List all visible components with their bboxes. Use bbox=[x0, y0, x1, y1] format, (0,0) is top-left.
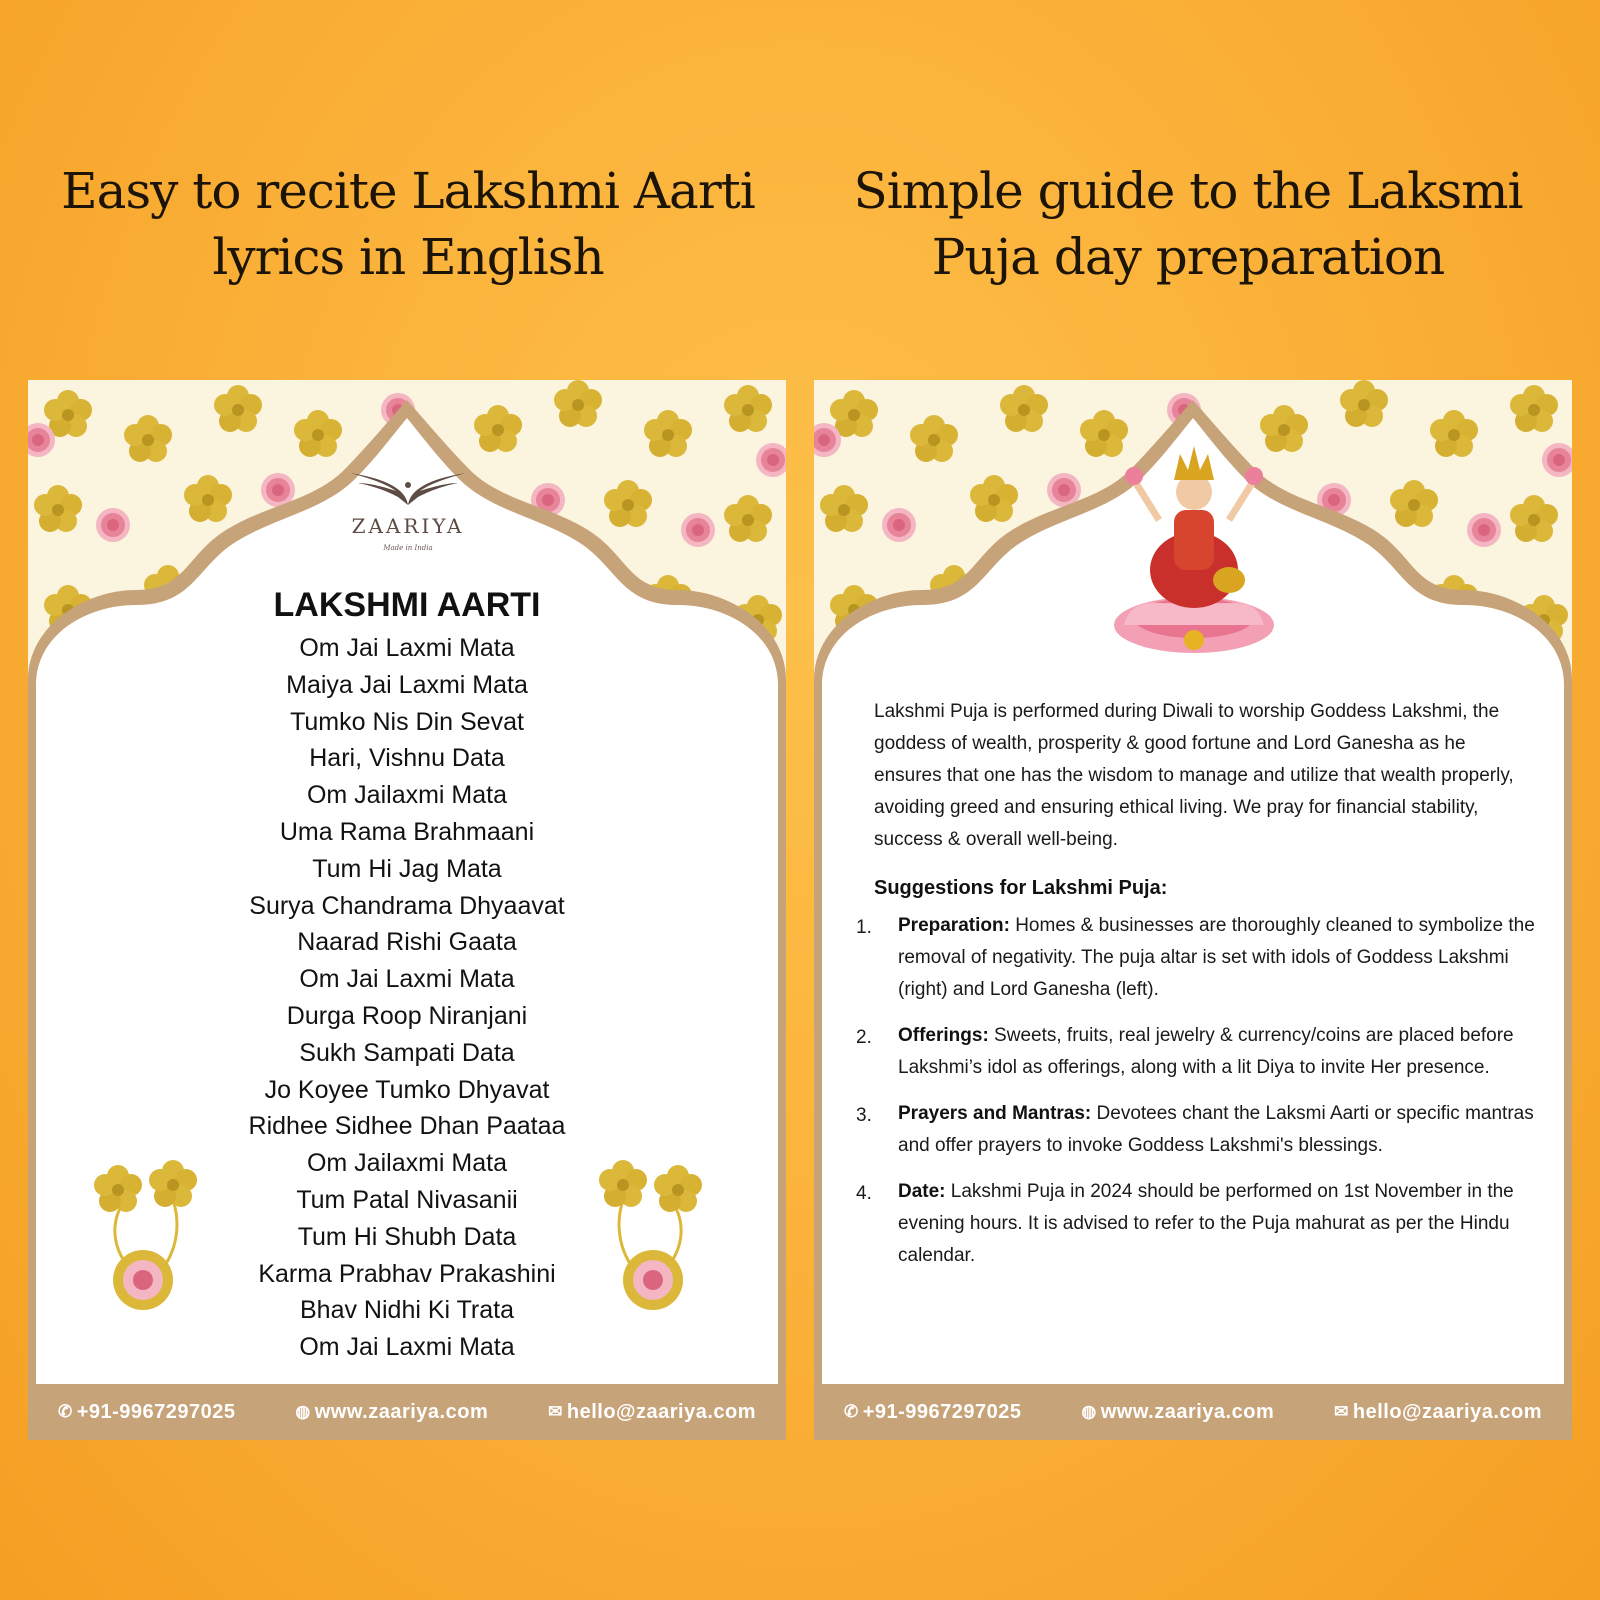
lyric-line: Tumko Nis Din Sevat bbox=[290, 707, 524, 736]
lyric-line: Naarad Rishi Gaata bbox=[297, 928, 517, 957]
email-link[interactable] bbox=[548, 1401, 756, 1424]
suggestions-list bbox=[856, 910, 1538, 1286]
item-text: Sweets, fruits, real jewelry & currency/coins are placed before Lakshmi’s idol as offerings, along with a lit Diya to invite Her presence. bbox=[898, 1025, 1514, 1078]
lyric-line: Durga Roop Niranjani bbox=[286, 1001, 528, 1030]
suggestion-item bbox=[856, 910, 1538, 1006]
puja-guide-card bbox=[814, 380, 1572, 1440]
zaariya-logo bbox=[323, 465, 493, 552]
item-number: 2. bbox=[856, 1027, 872, 1048]
aarti-card bbox=[28, 380, 786, 1440]
heading-left-line-2: lyrics in English bbox=[212, 228, 604, 286]
item-number: 1. bbox=[856, 917, 872, 938]
phone-contact[interactable] bbox=[58, 1401, 236, 1424]
lyric-line: Maiya Jai Laxmi Mata bbox=[286, 670, 528, 699]
brand-tagline: Made in India bbox=[383, 544, 433, 552]
contact-footer bbox=[28, 1384, 786, 1440]
lyric-line: Om Jai Laxmi Mata bbox=[299, 965, 515, 994]
email-link[interactable] bbox=[1334, 1401, 1542, 1424]
whatsapp-icon: ✆ bbox=[57, 1402, 73, 1421]
item-number: 4. bbox=[856, 1183, 872, 1204]
lyric-line: Karma Prabhav Prakashini bbox=[258, 1259, 556, 1288]
lyric-line: Bhav Nidhi Ki Trata bbox=[300, 1296, 514, 1325]
heading-right-line-2: Puja day preparation bbox=[931, 228, 1445, 286]
lyric-line: Jo Koyee Tumko Dhyavat bbox=[264, 1075, 550, 1104]
item-text: Homes & businesses are thoroughly cleaned to symbolize the removal of negativity. The puja altar is set with idols of Goddess Lakshmi (right) and Lord Ganesha (left). bbox=[898, 915, 1535, 1000]
lyric-line: Tum Hi Shubh Data bbox=[297, 1222, 517, 1251]
website-url: www.zaariya.com bbox=[1100, 1400, 1275, 1423]
heading-right bbox=[808, 158, 1568, 290]
globe-icon: ◍ bbox=[1081, 1402, 1097, 1421]
phone-number: +91-9967297025 bbox=[862, 1400, 1022, 1423]
phone-number: +91-9967297025 bbox=[76, 1400, 236, 1423]
item-label: Preparation: bbox=[898, 915, 1010, 936]
lyric-line: Uma Rama Brahmaani bbox=[279, 817, 535, 846]
lyric-line: Sukh Sampati Data bbox=[299, 1038, 515, 1067]
lyric-line: Om Jailaxmi Mata bbox=[306, 1149, 508, 1178]
email-address: hello@zaariya.com bbox=[1352, 1400, 1543, 1423]
phone-contact[interactable] bbox=[844, 1401, 1022, 1424]
heading-right-line-1: Simple guide to the Laksmi bbox=[853, 162, 1523, 220]
heading-left-line-1: Easy to recite Lakshmi Aarti bbox=[61, 162, 755, 220]
globe-icon: ◍ bbox=[295, 1402, 311, 1421]
whatsapp-icon: ✆ bbox=[843, 1402, 859, 1421]
mail-icon: ✉ bbox=[1334, 1402, 1349, 1421]
suggestion-item bbox=[856, 1020, 1538, 1084]
item-label: Date: bbox=[898, 1181, 946, 1202]
lyric-line: Ridhee Sidhee Dhan Paataa bbox=[248, 1112, 566, 1141]
suggestion-item bbox=[856, 1098, 1538, 1162]
suggestions-heading: Suggestions for Lakshmi Puja: bbox=[874, 877, 1168, 899]
wings-logo-icon bbox=[348, 465, 468, 507]
aarti-title: LAKSHMI AARTI bbox=[273, 586, 541, 624]
lyric-line: Om Jai Laxmi Mata bbox=[299, 1333, 515, 1362]
item-text: Lakshmi Puja in 2024 should be performed on 1st November in the evening hours. It is advised to refer to the Puja mahurat as per the Hindu calendar. bbox=[898, 1181, 1514, 1266]
website-url: www.zaariya.com bbox=[314, 1400, 489, 1423]
contact-footer bbox=[814, 1384, 1572, 1440]
suggestion-item bbox=[856, 1176, 1538, 1272]
lyric-line: Tum Patal Nivasanii bbox=[296, 1185, 518, 1214]
item-number: 3. bbox=[856, 1105, 872, 1126]
website-link[interactable] bbox=[295, 1401, 488, 1424]
item-text: Devotees chant the Laksmi Aarti or specific mantras and offer prayers to invoke Goddess Lakshmi's blessings. bbox=[898, 1103, 1534, 1156]
lyric-line: Tum Hi Jag Mata bbox=[312, 854, 502, 883]
heading-left bbox=[28, 158, 788, 290]
lyric-line: Surya Chandrama Dhyaavat bbox=[249, 891, 565, 920]
puja-intro-text: Lakshmi Puja is performed during Diwali to worship Goddess Lakshmi, the goddess of wealth, prosperity & good fortune and Lord Ganesha as he ensures that one has the wisdom to manage and utilize that wealth properly, avoiding greed and ensuring ethical living. We pray for financial stability, success & overall well-being. bbox=[874, 701, 1514, 850]
lyric-line: Om Jailaxmi Mata bbox=[306, 781, 508, 810]
item-label: Prayers and Mantras: bbox=[898, 1103, 1092, 1124]
website-link[interactable] bbox=[1081, 1401, 1274, 1424]
lyric-line: Hari, Vishnu Data bbox=[309, 744, 505, 773]
mail-icon: ✉ bbox=[548, 1402, 563, 1421]
aarti-lyrics bbox=[28, 630, 786, 1366]
email-address: hello@zaariya.com bbox=[566, 1400, 757, 1423]
item-label: Offerings: bbox=[898, 1025, 989, 1046]
goddess-lakshmi-image bbox=[1104, 440, 1284, 660]
brand-name: ZAARIYA bbox=[351, 514, 465, 538]
lyric-line: Om Jai Laxmi Mata bbox=[299, 634, 515, 662]
